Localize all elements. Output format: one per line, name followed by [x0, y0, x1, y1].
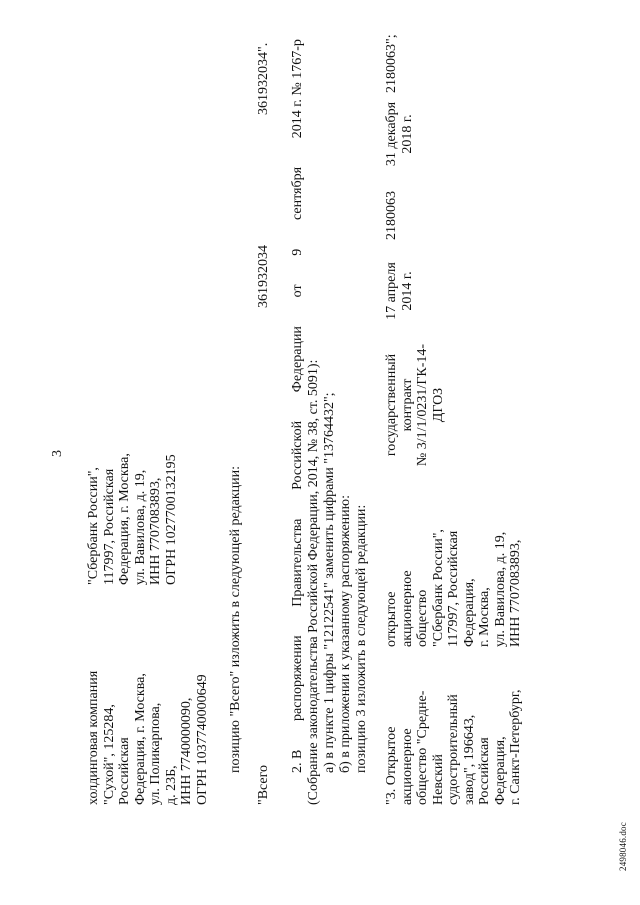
item2-word: Российской	[290, 420, 305, 490]
table-cell-line: 117997, Российская	[446, 530, 461, 647]
table-cell-line: акционерное	[399, 570, 415, 647]
vsego-amount-2: 361932034".	[256, 42, 271, 115]
table-cell-line: Федерация,	[492, 736, 508, 805]
item2-word: 9	[290, 248, 305, 256]
item2-position3-instruction: позицию 3 изложить в следующей редакции:	[354, 504, 369, 773]
table-cell-line: "Сухой", 125284,	[101, 704, 117, 805]
table-cell-line: ул. Вавилова, д. 19,	[132, 469, 148, 585]
instruction-vsego: позицию "Всего" изложить в следующей редакции:	[228, 466, 243, 773]
table-cell-line: ОГРН 1027700132195	[163, 454, 179, 585]
table-cell-line: Федерация, г. Москва,	[132, 673, 148, 805]
table-cell-line: открытое	[384, 591, 399, 647]
table-cell-line: завод", 196643,	[461, 714, 477, 805]
item2-heading-line	[290, 39, 306, 773]
item2-word: распоряжении	[290, 635, 305, 721]
table-cell-line: 31 декабря	[384, 101, 399, 167]
table-cell-line: "Сбербанк России",	[86, 467, 101, 585]
row3-contract-date-cell	[384, 257, 415, 325]
table-cell-line: акционерное	[399, 728, 415, 805]
item2-word: 2. В	[290, 749, 305, 773]
table-cell-line: Российская	[477, 737, 492, 805]
item2-word: 2014 г. № 1767-р	[290, 39, 305, 139]
table-cell-line: ИНН 7707083893,	[148, 477, 163, 585]
table-cell-line: г. Москва,	[477, 587, 492, 647]
item2-word: от	[290, 284, 305, 298]
contractor-continuation-cell	[86, 605, 210, 805]
table-cell-line: ИНН 7740000090,	[179, 697, 194, 805]
page-number: 3	[50, 450, 65, 457]
row3-end-date-cell	[384, 93, 415, 175]
table-cell-line: Федерация,	[461, 578, 477, 647]
table-cell-line: ОГРН 1037740000649	[194, 674, 210, 805]
bank-continuation-cell	[86, 385, 179, 585]
table-cell-line: государственный	[384, 353, 399, 457]
item2-word: сентября	[290, 166, 305, 221]
table-cell-line: ул. Поликарпова,	[148, 702, 163, 805]
row3-amount-2: 2180063";	[384, 34, 399, 93]
table-cell-line: Федерация, г. Москва,	[117, 453, 132, 585]
table-cell-line: Российская	[117, 737, 132, 805]
item2-word: Правительства	[290, 518, 305, 607]
item2-word: Федерации	[290, 326, 305, 393]
table-cell-line: № 3/1/1/0231/ГК-14-	[415, 343, 430, 467]
row3-contractor-cell	[384, 665, 524, 805]
table-cell-line: "Сбербанк России",	[430, 529, 446, 647]
item2-subitem-b: б) в приложении к указанному распоряжению:	[338, 494, 353, 773]
vsego-amount-1: 361932034	[256, 245, 271, 308]
table-cell-line: 2018 г.	[399, 114, 415, 154]
table-cell-line: контракт	[399, 378, 415, 432]
table-cell-line: холдинговая компания	[86, 670, 101, 805]
table-cell-line: 117997, Российская	[101, 468, 117, 585]
table-cell-line: д. 23Б,	[163, 765, 179, 805]
table-cell-line: 17 апреля	[384, 262, 399, 320]
table-cell-line: судостроительный	[446, 694, 461, 805]
row3-amount-1: 2180063	[384, 191, 399, 240]
table-cell-line: Невский	[430, 754, 446, 805]
row3-contract-cell	[384, 338, 446, 472]
table-cell-line: "3. Открытое	[384, 726, 399, 805]
table-cell-line: г. Санкт-Петербург,	[508, 689, 523, 805]
item2-subitem-a: а) в пункте 1 цифры "12122541" заменить цифрами "13764432";	[322, 392, 337, 773]
table-cell-line: общество "Средне-	[415, 690, 430, 805]
document-filename: 2498046.doc	[618, 822, 628, 871]
table-cell-line: ИНН 7707083893,	[508, 539, 523, 647]
row3-bank-cell	[384, 487, 524, 647]
vsego-label: "Всего	[256, 764, 271, 805]
table-cell-line: ДГОЗ	[430, 387, 446, 423]
table-cell-line: 2014 г.	[399, 271, 415, 311]
table-cell-line: общество	[415, 589, 430, 647]
table-cell-line: ул. Вавилова, д. 19,	[492, 531, 508, 647]
item2-source-citation: (Собрание законодательства Российской Федерации, 2014, № 38, ст. 5091):	[306, 359, 321, 805]
